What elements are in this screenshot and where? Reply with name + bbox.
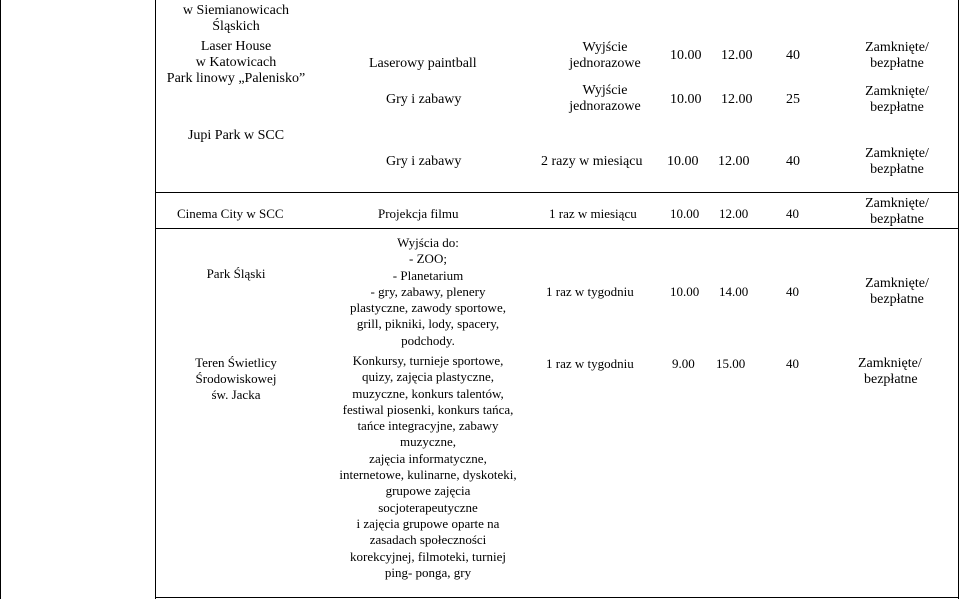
start-time-cell: 10.00 [670, 92, 702, 107]
end-time-cell: 12.00 [719, 206, 749, 221]
place-cell: Teren Świetlicy Środowiskowej św. Jacka [195, 355, 277, 402]
status-cell: Zamknięte/ bezpłatne [865, 84, 929, 115]
row-separator [155, 228, 959, 229]
table-left-border [155, 0, 156, 599]
capacity-cell: 40 [786, 356, 799, 371]
place-cell: w Siemianowicach Śląskich [182, 3, 290, 34]
place-cell: Cinema City w SCC [177, 206, 284, 221]
activity-cell: Gry i zabawy [386, 92, 462, 107]
capacity-cell: 25 [786, 92, 800, 107]
end-time-cell: 14.00 [719, 284, 749, 299]
activity-cell: Gry i zabawy [386, 154, 462, 169]
start-time-cell: 10.00 [670, 206, 700, 221]
start-time-cell: 10.00 [670, 284, 700, 299]
frequency-cell: 1 raz w miesiącu [549, 206, 637, 221]
end-time-cell: 12.00 [718, 154, 750, 169]
place-cell: Jupi Park w SCC [187, 128, 285, 143]
status-cell: Zamknięte/ bezpłatne [865, 146, 929, 177]
start-time-cell: 9.00 [672, 356, 695, 371]
end-time-cell: 12.00 [721, 92, 753, 107]
status-cell: Zamknięte/ bezpłatne [865, 276, 929, 307]
activity-cell: Projekcja filmu [378, 206, 459, 221]
activity-cell: Laserowy paintball [369, 56, 477, 71]
place-cell: Laser House w Katowicach [195, 39, 277, 70]
activity-cell: Konkursy, turnieje sportowe, quizy, zajęcia plastyczne, muzyczne, konkurs talentów, festiwal piosenki, konkurs tańca, tańce integracyjne, zabawy muzyczne, zajęcia informatyczne, internetowe, kulinarne, dyskoteki, grupowe zajęcia socjoterapeutyczne i zajęcia grupowe oparte na zasadach społeczności korekcyjnej, filmoteki, turniej ping- ponga, gry [339, 353, 517, 580]
start-time-cell: 10.00 [670, 48, 702, 63]
capacity-cell: 40 [786, 206, 799, 221]
start-time-cell: 10.00 [667, 154, 699, 169]
status-cell: Zamknięte/ bezpłatne [865, 40, 929, 71]
activity-cell: Wyjścia do: - ZOO; - Planetarium - gry, zabawy, plenery plastyczne, zawody sportowe, grill, pikniki, lody, spacery, podchody. [350, 235, 506, 348]
frequency-cell: Wyjście jednorazowe [569, 40, 641, 71]
row-separator [155, 192, 959, 193]
frequency-cell: Wyjście jednorazowe [569, 83, 641, 114]
frequency-cell: 2 razy w miesiącu [541, 154, 643, 169]
frequency-cell: 1 raz w tygodniu [546, 356, 634, 371]
page-left-border [0, 0, 1, 599]
end-time-cell: 15.00 [716, 356, 746, 371]
table-bottom-border [155, 597, 959, 598]
capacity-cell: 40 [786, 284, 799, 299]
place-cell: Park Śląski [206, 266, 266, 281]
end-time-cell: 12.00 [721, 48, 753, 63]
frequency-cell: 1 raz w tygodniu [546, 284, 634, 299]
capacity-cell: 40 [786, 48, 800, 63]
capacity-cell: 40 [786, 154, 800, 169]
status-cell: Zamknięte/ bezpłatne [858, 356, 922, 387]
table-right-border [958, 0, 959, 599]
place-cell: Park linowy „Palenisko” [166, 71, 306, 86]
status-cell: Zamknięte/ bezpłatne [865, 196, 929, 227]
